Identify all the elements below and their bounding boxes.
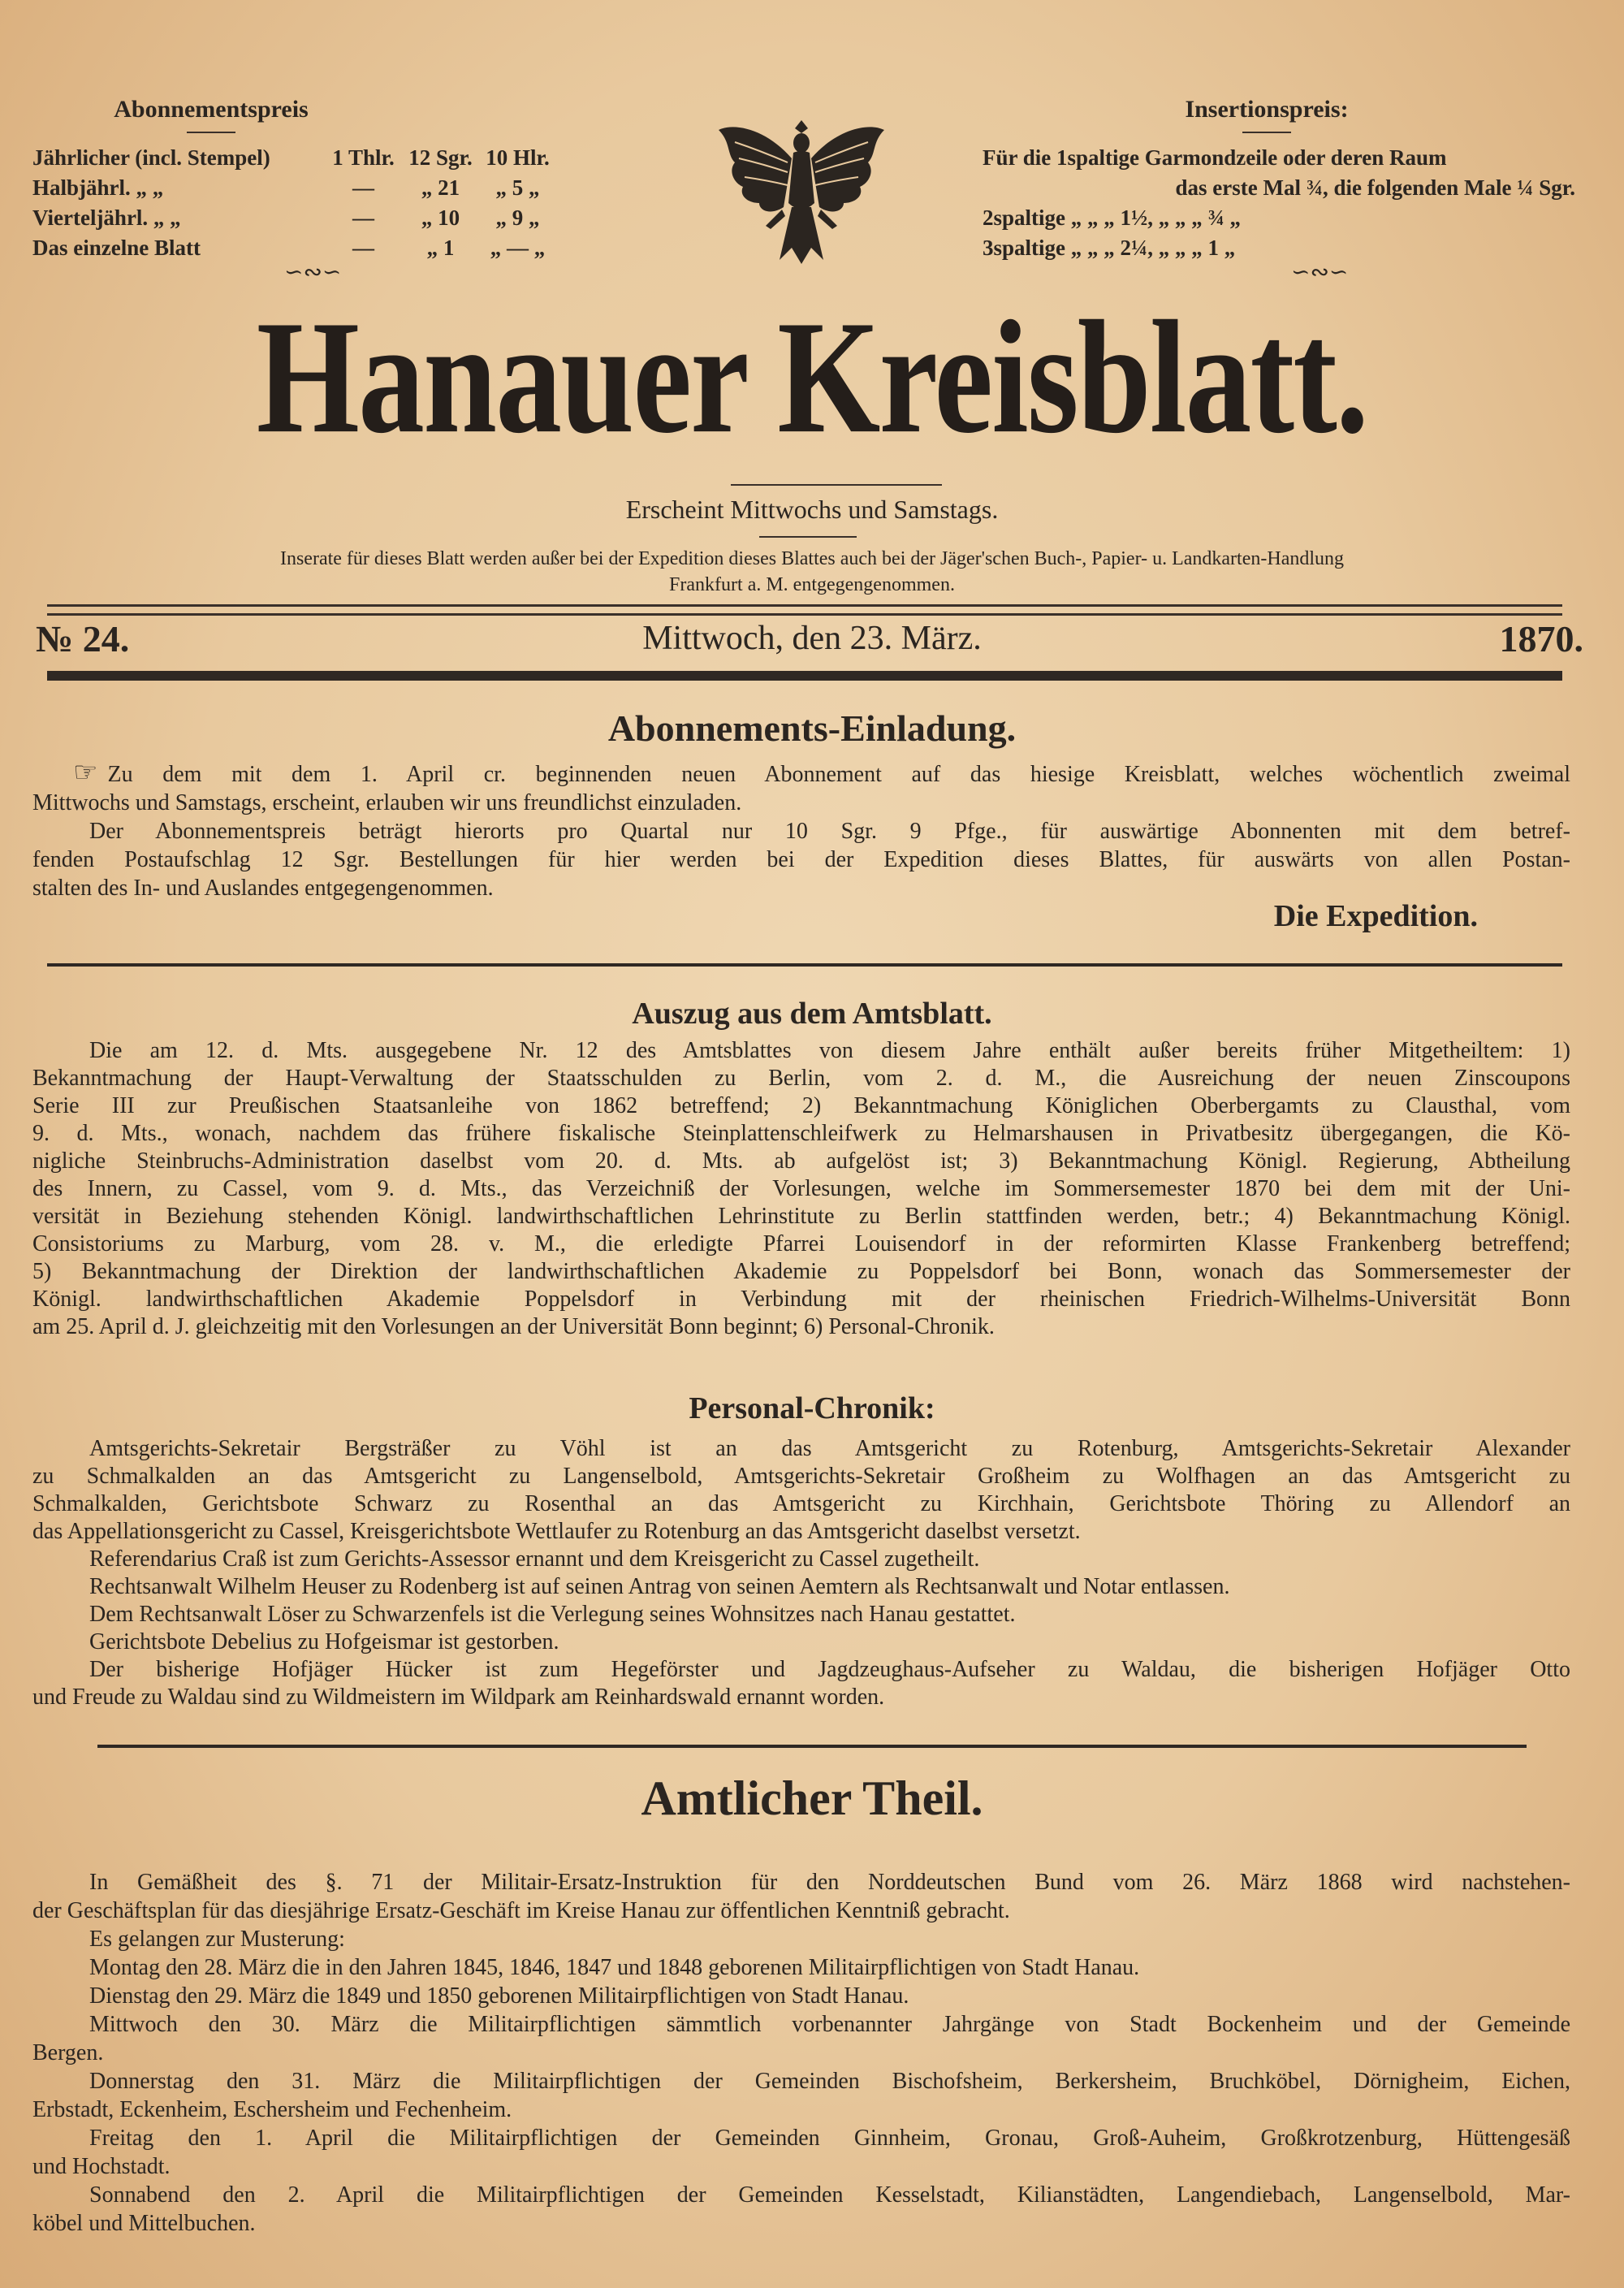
subscription-cell: 10 Hlr. <box>486 145 550 170</box>
text-line: versität in Beziehung stehenden Königl. landwirthschaftlichen Lehrinstitute zu Berlin stattfinden werden, betr.; 4) Bekanntmachung Königl. <box>32 1204 1570 1229</box>
divider <box>187 132 235 133</box>
text-line: Der bisherige Hofjäger Hücker ist zum Hegeförster und Jagdzeughaus-Aufseher zu Waldau, die bisherigen Hofjäger Otto <box>89 1657 1570 1682</box>
ornament-icon: ∽∾∽ <box>284 260 342 285</box>
inserate-notice <box>0 546 1624 598</box>
subscription-cell: Vierteljährl. „ „ <box>32 205 181 230</box>
subscription-cell: — <box>352 175 374 200</box>
text-line: Erbstadt, Eckenheim, Eschersheim und Fechenheim. <box>32 2097 512 2122</box>
text-line: der Geschäftsplan für das diesjährige Ersatz-Geschäft im Kreise Hanau zur öffentlichen Kenntniß gebracht. <box>32 1898 1010 1923</box>
text-line: Bergen. <box>32 2040 104 2065</box>
section-rule <box>97 1745 1527 1748</box>
subscription-cell: — <box>352 205 374 230</box>
text-line: nigliche Steinbruchs-Administration daselbst vom 20. d. Mts. ab aufgelöst ist; 3) Bekanntmachung Königl. Regierung, Abtheilung <box>32 1148 1570 1174</box>
personal-chronik-text <box>32 1435 1570 1711</box>
subscription-cell: Halbjährl. „ „ <box>32 175 164 200</box>
publication-schedule: Erscheint Mittwochs und Samstags. <box>625 495 999 524</box>
text-line: Bekanntmachung der Haupt-Verwaltung der Staatsschulden zu Berlin, vom 2. d. M., die Ausreichung der neuen Zinscoupons <box>32 1066 1570 1091</box>
insertion-price-box <box>983 96 1575 263</box>
section-title-abonnement: Abonnements-Einladung. <box>607 707 1017 749</box>
subscription-row <box>32 173 585 203</box>
newspaper-masthead: Hanauer Kreisblatt. <box>256 288 1368 468</box>
divider <box>731 484 942 486</box>
subscription-cell: „ 5 „ <box>495 175 540 200</box>
insertion-price-title: Insertionspreis: <box>1185 96 1349 123</box>
subscription-cell: „ 9 „ <box>495 205 540 230</box>
subscription-cell: „ 21 <box>421 175 460 200</box>
text-line: In Gemäßheit des §. 71 der Militair-Ersatz-Instruktion für den Norddeutschen Bund vom 26. März 1868 wird nachstehen- <box>89 1870 1570 1895</box>
text-line: Die am 12. d. Mts. ausgegebene Nr. 12 des Amtsblattes von diesem Jahre enthält außer bereits früher Mitgetheiltem: 1) <box>89 1038 1570 1063</box>
text-line: köbel und Mittelbuchen. <box>32 2211 256 2236</box>
text-line: und Hochstadt. <box>32 2154 171 2179</box>
text-line: Schmalkalden, Gerichtsbote Schwarz zu Rosenthal an das Amtsgericht zu Kirchhain, Gerichtsbote Thöring zu Allendorf an <box>32 1491 1570 1516</box>
prussian-eagle-emblem <box>710 114 893 268</box>
text-line: Mittwochs und Samstags, erscheint, erlauben wir uns freundlichst einzuladen. <box>32 790 742 815</box>
insertion-line: 2spaltige „ „ „ 1½, „ „ „ ¾ „ <box>983 205 1242 230</box>
subscription-cell: 1 Thlr. <box>332 145 395 170</box>
auszug-text <box>32 1037 1570 1341</box>
abonnement-text <box>32 759 1570 902</box>
double-rule <box>47 604 1562 616</box>
insertion-line: das erste Mal ¾, die folgenden Male ¼ Sgr. <box>1175 175 1575 200</box>
subscription-cell: Das einzelne Blatt <box>32 236 201 260</box>
subscription-cell: 12 Sgr. <box>408 145 473 170</box>
subscription-cell: „ 10 <box>421 205 460 230</box>
section-title-auszug: Auszug aus dem Amtsblatt. <box>632 997 992 1031</box>
text-line: fenden Postaufschlag 12 Sgr. Bestellungen für hier werden bei der Expedition dieses Blattes, für auswärts von allen Postan- <box>32 847 1570 872</box>
text-line: Königl. landwirthschaftlichen Akademie Poppelsdorf in Verbindung mit der rheinischen Friedrich-Wilhelms-Universität Bonn <box>32 1287 1570 1312</box>
issue-date: Mittwoch, den 23. März. <box>642 620 982 657</box>
divider <box>1242 132 1291 133</box>
text-line: Mittwoch den 30. März die Militairpflichtigen sämmtlich vorbenannter Jahrgänge von Stadt Bockenheim und der Gemeinde <box>89 2012 1570 2037</box>
text-line: Donnerstag den 31. März die Militairpflichtigen der Gemeinden Bischofsheim, Berkersheim, Bruchköbel, Dörnigheim, Eichen, <box>89 2069 1570 2094</box>
text-line: zu Schmalkalden an das Amtsgericht zu Langenselbold, Amtsgerichts-Sekretair Großheim zu Wolfhagen an das Amtsgericht zu <box>32 1464 1570 1489</box>
text-line: Referendarius Craß ist zum Gerichts-Assessor ernannt und dem Kreisgericht zu Cassel zugetheilt. <box>89 1546 980 1572</box>
text-line: Sonnabend den 2. April die Militairpflichtigen der Gemeinden Kesselstadt, Kilianstädten, Langendiebach, Langenselbold, Mar- <box>89 2182 1570 2208</box>
divider <box>759 536 857 538</box>
text-line: das Appellationsgericht zu Cassel, Kreisgerichtsbote Wettlaufer zu Rotenburg an das Amtsgericht daselbst versetzt. <box>32 1519 1081 1544</box>
signature-expedition: Die Expedition. <box>1273 899 1478 933</box>
issue-number: № 24. <box>36 618 130 660</box>
text-line: Dem Rechtsanwalt Löser zu Schwarzenfels ist die Verlegung seines Wohnsitzes nach Hanau gestattet. <box>89 1602 1016 1627</box>
text-line: Gerichtsbote Debelius zu Hofgeismar ist gestorben. <box>89 1629 559 1654</box>
thick-rule <box>47 671 1562 681</box>
subscription-cell: Jährlicher (incl. Stempel) <box>32 145 270 170</box>
text-line: stalten des In- und Auslandes entgegengenommen. <box>32 876 494 901</box>
subscription-row <box>32 143 585 173</box>
text-line: Rechtsanwalt Wilhelm Heuser zu Rodenberg ist auf seinen Antrag von seinen Aemtern als Rechtsanwalt und Notar entlassen. <box>89 1574 1230 1599</box>
pointing-hand-icon: ☞ <box>73 758 98 788</box>
section-rule <box>47 963 1562 967</box>
text-line: Serie III zur Preußischen Staatsanleihe von 1862 betreffend; 2) Bekanntmachung Königlichen Oberbergamts zu Clausthal, vom <box>32 1093 1570 1118</box>
text-line: Es gelangen zur Musterung: <box>89 1927 345 1952</box>
text-line: Consistoriums zu Marburg, vom 28. v. M., die erledigte Pfarrei Louisendorf in der reformirten Klasse Frankenberg betreffend; <box>32 1231 1570 1256</box>
section-title-personal: Personal-Chronik: <box>689 1391 935 1425</box>
text-line <box>32 759 1570 789</box>
insertion-line: 3spaltige „ „ „ 2¼, „ „ „ 1 „ <box>983 236 1236 260</box>
subscription-cell: „ — „ <box>490 236 546 260</box>
section-title-amtlich: Amtlicher Theil. <box>641 1771 983 1825</box>
subscription-row <box>32 203 585 233</box>
eagle-icon <box>710 114 893 268</box>
text-line: am 25. April d. J. gleichzeitig mit den Vorlesungen an der Universität Bonn beginnt; 6) Personal-Chronik. <box>32 1314 995 1339</box>
text-line: und Freude zu Waldau sind zu Wildmeistern im Wildpark am Reinhardswald ernannt worden. <box>32 1685 885 1710</box>
inserate-line: Inserate für dieses Blatt werden außer bei der Expedition dieses Blattes auch bei der Jäger'schen Buch-, Papier- u. Landkarten-Handlung <box>279 548 1345 569</box>
subscription-cell: „ 1 <box>426 236 455 260</box>
subscription-price-title: Abonnementspreis <box>114 96 309 123</box>
inserate-line: Frankfurt a. M. entgegengenommen. <box>669 574 955 595</box>
insertion-line: Für die 1spaltige Garmondzeile oder deren Raum <box>983 145 1447 170</box>
text-line: Montag den 28. März die in den Jahren 1845, 1846, 1847 und 1848 geborenen Militairpflichtigen von Stadt Hanau. <box>89 1955 1140 1980</box>
amtlich-text <box>32 1868 1570 2238</box>
text-line: 5) Bekanntmachung der Direktion der landwirthschaftlichen Akademie zu Poppelsdorf bei Bonn, wonach das Sommersemester der <box>32 1259 1570 1284</box>
text-line: 9. d. Mts., wonach, nachdem das frühere fiskalische Steinplattenschleifwerk zu Helmarshausen in Privatbesitz übergegangen, die Kö- <box>32 1121 1570 1146</box>
ornament-icon: ∽∾∽ <box>1291 260 1349 285</box>
text-line: des Innern, zu Cassel, vom 9. d. Mts., das Verzeichniß der Vorlesungen, welche im Sommersemester 1870 bei dem mit der Uni- <box>32 1176 1570 1201</box>
text-line: Der Abonnementspreis beträgt hierorts pro Quartal nur 10 Sgr. 9 Pfge., für auswärtige Abonnenten mit dem betref- <box>89 819 1570 844</box>
text-line: Amtsgerichts-Sekretair Bergsträßer zu Vöhl ist an das Amtsgericht zu Rotenburg, Amtsgerichts-Sekretair Alexander <box>89 1436 1570 1461</box>
text-line: Freitag den 1. April die Militairpflichtigen der Gemeinden Ginnheim, Gronau, Groß-Auheim, Großkrotzenburg, Hüttengesäß <box>89 2126 1570 2151</box>
issue-year: 1870. <box>1499 618 1583 660</box>
text-line: Dienstag den 29. März die 1849 und 1850 geborenen Militairpflichtigen von Stadt Hanau. <box>89 1983 909 2009</box>
subscription-cell: — <box>352 236 374 260</box>
subscription-price-box <box>32 96 585 263</box>
text-line-content: Zu dem mit dem 1. April cr. beginnenden neuen Abonnement auf das hiesige Kreisblatt, welches wöchentlich zweimal <box>107 762 1570 787</box>
